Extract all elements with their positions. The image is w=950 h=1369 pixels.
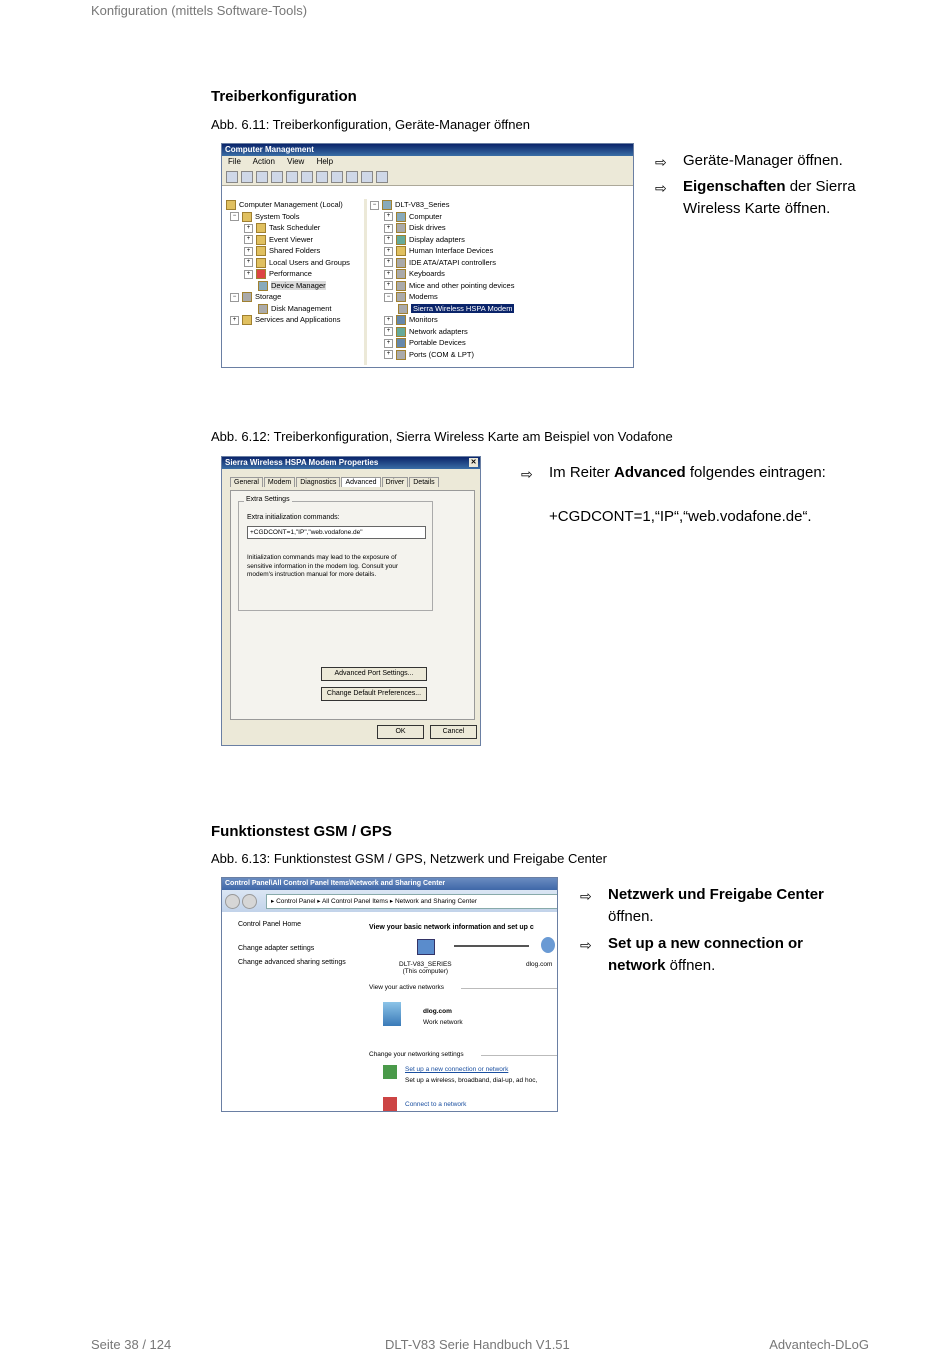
tree-item[interactable]: + Task Scheduler xyxy=(226,222,364,234)
figure-caption-6-11: Abb. 6.11: Treiberkonfiguration, Geräte-Manager öffnen xyxy=(211,117,530,132)
expand-icon[interactable]: + xyxy=(384,281,393,290)
network-type-link[interactable]: Work network xyxy=(423,1019,463,1026)
up-icon[interactable] xyxy=(256,171,268,183)
scan-icon[interactable] xyxy=(376,171,388,183)
storage-icon xyxy=(242,292,252,302)
display-icon xyxy=(396,235,406,245)
extra-init-input[interactable]: +CGDCONT=1,"IP","web.vodafone.de" xyxy=(247,526,426,539)
modem-properties-screenshot xyxy=(221,456,481,746)
keyboard-icon xyxy=(396,269,406,279)
close-icon[interactable]: ✕ xyxy=(470,459,477,466)
computer-icon xyxy=(396,212,406,222)
menu-help[interactable]: Help xyxy=(316,157,334,166)
expand-icon[interactable]: + xyxy=(244,247,253,256)
tree-item[interactable]: − Modems xyxy=(370,291,630,303)
expand-icon[interactable]: + xyxy=(244,235,253,244)
instruction-1: ⇨ Geräte-Manager öffnen. xyxy=(655,150,895,172)
change-settings-label: Change your networking settings xyxy=(369,1051,464,1058)
tree-item[interactable]: + Computer xyxy=(370,211,630,223)
dialog-title: Sierra Wireless HSPA Modem Properties ✕ xyxy=(222,457,480,469)
connect-network-icon xyxy=(383,1097,397,1111)
network-sharing-center-screenshot xyxy=(221,877,558,1112)
expand-icon[interactable]: + xyxy=(384,258,393,267)
ide-icon xyxy=(396,258,406,268)
arrow-right-icon: ⇨ xyxy=(521,466,533,482)
divider xyxy=(461,988,557,989)
forward-icon[interactable] xyxy=(241,171,253,183)
instruction-advanced: ⇨ Im Reiter Advanced folgendes eintragen: xyxy=(521,462,881,484)
tab-driver[interactable]: Driver xyxy=(382,477,409,487)
forward-icon[interactable] xyxy=(242,894,257,909)
modem-icon xyxy=(396,292,406,302)
tab-advanced[interactable]: Advanced xyxy=(341,477,380,487)
footer-company: Advantech-DLoG xyxy=(769,1337,869,1352)
tree-item[interactable]: + Mice and other pointing devices xyxy=(370,280,630,292)
portable-icon xyxy=(396,338,406,348)
expand-icon[interactable]: + xyxy=(384,350,393,359)
address-bar-area xyxy=(222,890,557,912)
tree-item[interactable]: + Network adapters xyxy=(370,326,630,338)
menu-bar xyxy=(222,156,633,168)
instruction-network-center: ⇨ Netzwerk und Freigabe Center öffnen. xyxy=(580,886,824,925)
disk-icon xyxy=(396,223,406,233)
work-network-icon xyxy=(383,1002,401,1026)
arrow-right-icon: ⇨ xyxy=(580,937,592,953)
collapse-icon[interactable]: − xyxy=(370,201,379,210)
tree-item[interactable]: Disk Management xyxy=(226,303,364,315)
expand-icon[interactable]: + xyxy=(384,212,393,221)
address-bar[interactable]: ▸ Control Panel ▸ All Control Panel Items ▸ Network and Sharing Center xyxy=(266,894,558,909)
expand-icon[interactable]: + xyxy=(384,339,393,348)
clock-icon xyxy=(256,223,266,233)
tab-panel xyxy=(230,490,475,720)
tab-modem[interactable]: Modem xyxy=(264,477,295,487)
right-tree-pane xyxy=(370,199,630,365)
connect-network-link[interactable]: Connect to a network xyxy=(405,1101,467,1108)
event-icon xyxy=(256,235,266,245)
menu-view[interactable]: View xyxy=(287,157,305,166)
uninstall-icon[interactable] xyxy=(361,171,373,183)
main-panel xyxy=(369,913,557,1111)
active-networks-label: View your active networks xyxy=(369,984,445,991)
tree-item[interactable]: + Portable Devices xyxy=(370,337,630,349)
instruction-setup-connection: ⇨ Set up a new connection or network öffnen. xyxy=(580,935,804,974)
change-default-preferences-button[interactable]: Change Default Preferences... xyxy=(321,687,427,701)
arrow-right-icon: ⇨ xyxy=(655,154,667,170)
tree-item[interactable]: − DLT-V83_Series xyxy=(370,199,630,211)
update-driver-icon[interactable] xyxy=(346,171,358,183)
tree-item-sierra-modem[interactable]: Sierra Wireless HSPA Modem xyxy=(370,303,630,315)
back-icon[interactable] xyxy=(226,171,238,183)
expand-icon[interactable]: + xyxy=(384,316,393,325)
device-manager-icon xyxy=(258,281,268,291)
section-heading-funktionstest: Funktionstest GSM / GPS xyxy=(211,823,392,840)
computer-icon xyxy=(226,200,236,210)
computer-label: DLT-V83_SERIES (This computer) xyxy=(399,961,452,975)
toolbar xyxy=(222,168,633,186)
connection-line xyxy=(454,945,529,947)
setup-connection-desc: Set up a wireless, broadband, dial-up, ad hoc, xyxy=(405,1077,538,1084)
tree-item[interactable]: + Services and Applications xyxy=(226,314,364,326)
warning-note: Initialization commands may lead to the exposure of sensitive information in the modem log. Consult your modem's instruction manual for more details. xyxy=(247,554,399,578)
tab-diagnostics[interactable]: Diagnostics xyxy=(296,477,340,487)
computer-icon xyxy=(417,939,435,955)
setup-connection-link[interactable]: Set up a new connection or network xyxy=(405,1066,509,1073)
tree-item[interactable]: + Event Viewer xyxy=(226,234,364,246)
network-icon xyxy=(396,327,406,337)
view-icon[interactable] xyxy=(316,171,328,183)
ok-button[interactable]: OK xyxy=(377,725,424,739)
tree-item[interactable]: + Display adapters xyxy=(370,234,630,246)
footer-document-title: DLT-V83 Serie Handbuch V1.51 xyxy=(385,1337,570,1352)
domain-label: dlog.com xyxy=(526,961,553,968)
change-advanced-sharing-link[interactable]: Change advanced sharing settings xyxy=(238,959,346,966)
figure-caption-6-12: Abb. 6.12: Treiberkonfiguration, Sierra Wireless Karte am Beispiel von Vodafone xyxy=(211,429,673,444)
tab-details[interactable]: Details xyxy=(409,477,438,487)
footer-page-number: Seite 38 / 124 xyxy=(91,1337,172,1352)
group-label: Extra Settings xyxy=(246,496,290,503)
left-tree-pane xyxy=(226,199,367,365)
arrow-right-icon: ⇨ xyxy=(655,180,667,196)
expand-icon[interactable]: + xyxy=(384,270,393,279)
tree-item[interactable]: − System Tools xyxy=(226,211,364,223)
expand-icon[interactable]: + xyxy=(244,270,253,279)
mouse-icon xyxy=(396,281,406,291)
expand-icon[interactable]: + xyxy=(244,224,253,233)
arrow-right-icon: ⇨ xyxy=(580,888,592,904)
menu-action[interactable]: Action xyxy=(252,157,275,166)
collapse-icon[interactable]: − xyxy=(230,293,239,302)
expand-icon[interactable]: + xyxy=(244,258,253,267)
refresh-icon[interactable] xyxy=(331,171,343,183)
tree-item[interactable]: + Human Interface Devices xyxy=(370,245,630,257)
tree-item[interactable]: + Local Users and Groups xyxy=(226,257,364,269)
back-icon[interactable] xyxy=(225,894,240,909)
tree-item[interactable]: + Keyboards xyxy=(370,268,630,280)
window-title: Control Panel\All Control Panel Items\Network and Sharing Center xyxy=(222,878,557,890)
folder-icon xyxy=(256,246,266,256)
tree-item[interactable]: + Monitors xyxy=(370,314,630,326)
tab-strip xyxy=(230,477,440,487)
collapse-icon[interactable]: − xyxy=(230,212,239,221)
change-adapter-settings-link[interactable]: Change adapter settings xyxy=(238,945,315,952)
field-label: Extra initialization commands: xyxy=(247,514,340,521)
tree-item[interactable]: + Shared Folders xyxy=(226,245,364,257)
expand-icon[interactable]: + xyxy=(384,224,393,233)
computer-management-screenshot xyxy=(221,143,634,368)
divider xyxy=(481,1055,557,1056)
globe-icon xyxy=(541,937,555,953)
window-title: Computer Management xyxy=(222,144,633,156)
users-icon xyxy=(256,258,266,268)
tree-item[interactable]: Computer Management (Local) xyxy=(226,199,364,211)
console-icon[interactable] xyxy=(271,171,283,183)
tab-general[interactable]: General xyxy=(230,477,263,487)
cancel-button[interactable]: Cancel xyxy=(430,725,477,739)
advanced-port-settings-button[interactable]: Advanced Port Settings... xyxy=(321,667,427,681)
page-header: Konfiguration (mittels Software-Tools) xyxy=(91,3,308,18)
extra-settings-group xyxy=(238,496,433,611)
main-title: View your basic network information and set up c xyxy=(369,924,534,931)
expand-icon[interactable]: + xyxy=(384,327,393,336)
tree-item[interactable]: + Ports (COM & LPT) xyxy=(370,349,630,361)
setup-connection-icon xyxy=(383,1065,397,1079)
section-heading-treiber: Treiberkonfiguration xyxy=(211,88,357,105)
expand-icon[interactable]: + xyxy=(384,247,393,256)
tree-item[interactable]: + Performance xyxy=(226,268,364,280)
figure-caption-6-13: Abb. 6.13: Funktionstest GSM / GPS, Netzwerk und Freigabe Center xyxy=(211,851,607,866)
tree-item[interactable]: − Storage xyxy=(226,291,364,303)
expand-icon[interactable]: + xyxy=(230,316,239,325)
expand-icon[interactable]: + xyxy=(384,235,393,244)
side-panel xyxy=(222,913,362,1111)
tools-icon xyxy=(242,212,252,222)
services-icon xyxy=(242,315,252,325)
performance-icon xyxy=(256,269,266,279)
disk-icon xyxy=(258,304,268,314)
modem-icon xyxy=(398,304,408,314)
instruction-2: ⇨ Eigenschaften der Sierra Wireless Karte öffnen. xyxy=(655,178,856,217)
help-icon[interactable] xyxy=(301,171,313,183)
control-panel-home-link[interactable]: Control Panel Home xyxy=(238,921,302,928)
hid-icon xyxy=(396,246,406,256)
port-icon xyxy=(396,350,406,360)
command-text: +CGDCONT=1,“IP“,“web.vodafone.de“. xyxy=(549,508,812,525)
network-name: dlog.com xyxy=(423,1008,452,1015)
collapse-icon[interactable]: − xyxy=(384,293,393,302)
computer-icon xyxy=(382,200,392,210)
tree-item[interactable]: + Disk drives xyxy=(370,222,630,234)
tree-item-device-manager[interactable]: Device Manager xyxy=(226,280,364,292)
properties-icon[interactable] xyxy=(286,171,298,183)
menu-file[interactable]: File xyxy=(228,157,241,166)
tree-item[interactable]: + IDE ATA/ATAPI controllers xyxy=(370,257,630,269)
monitor-icon xyxy=(396,315,406,325)
